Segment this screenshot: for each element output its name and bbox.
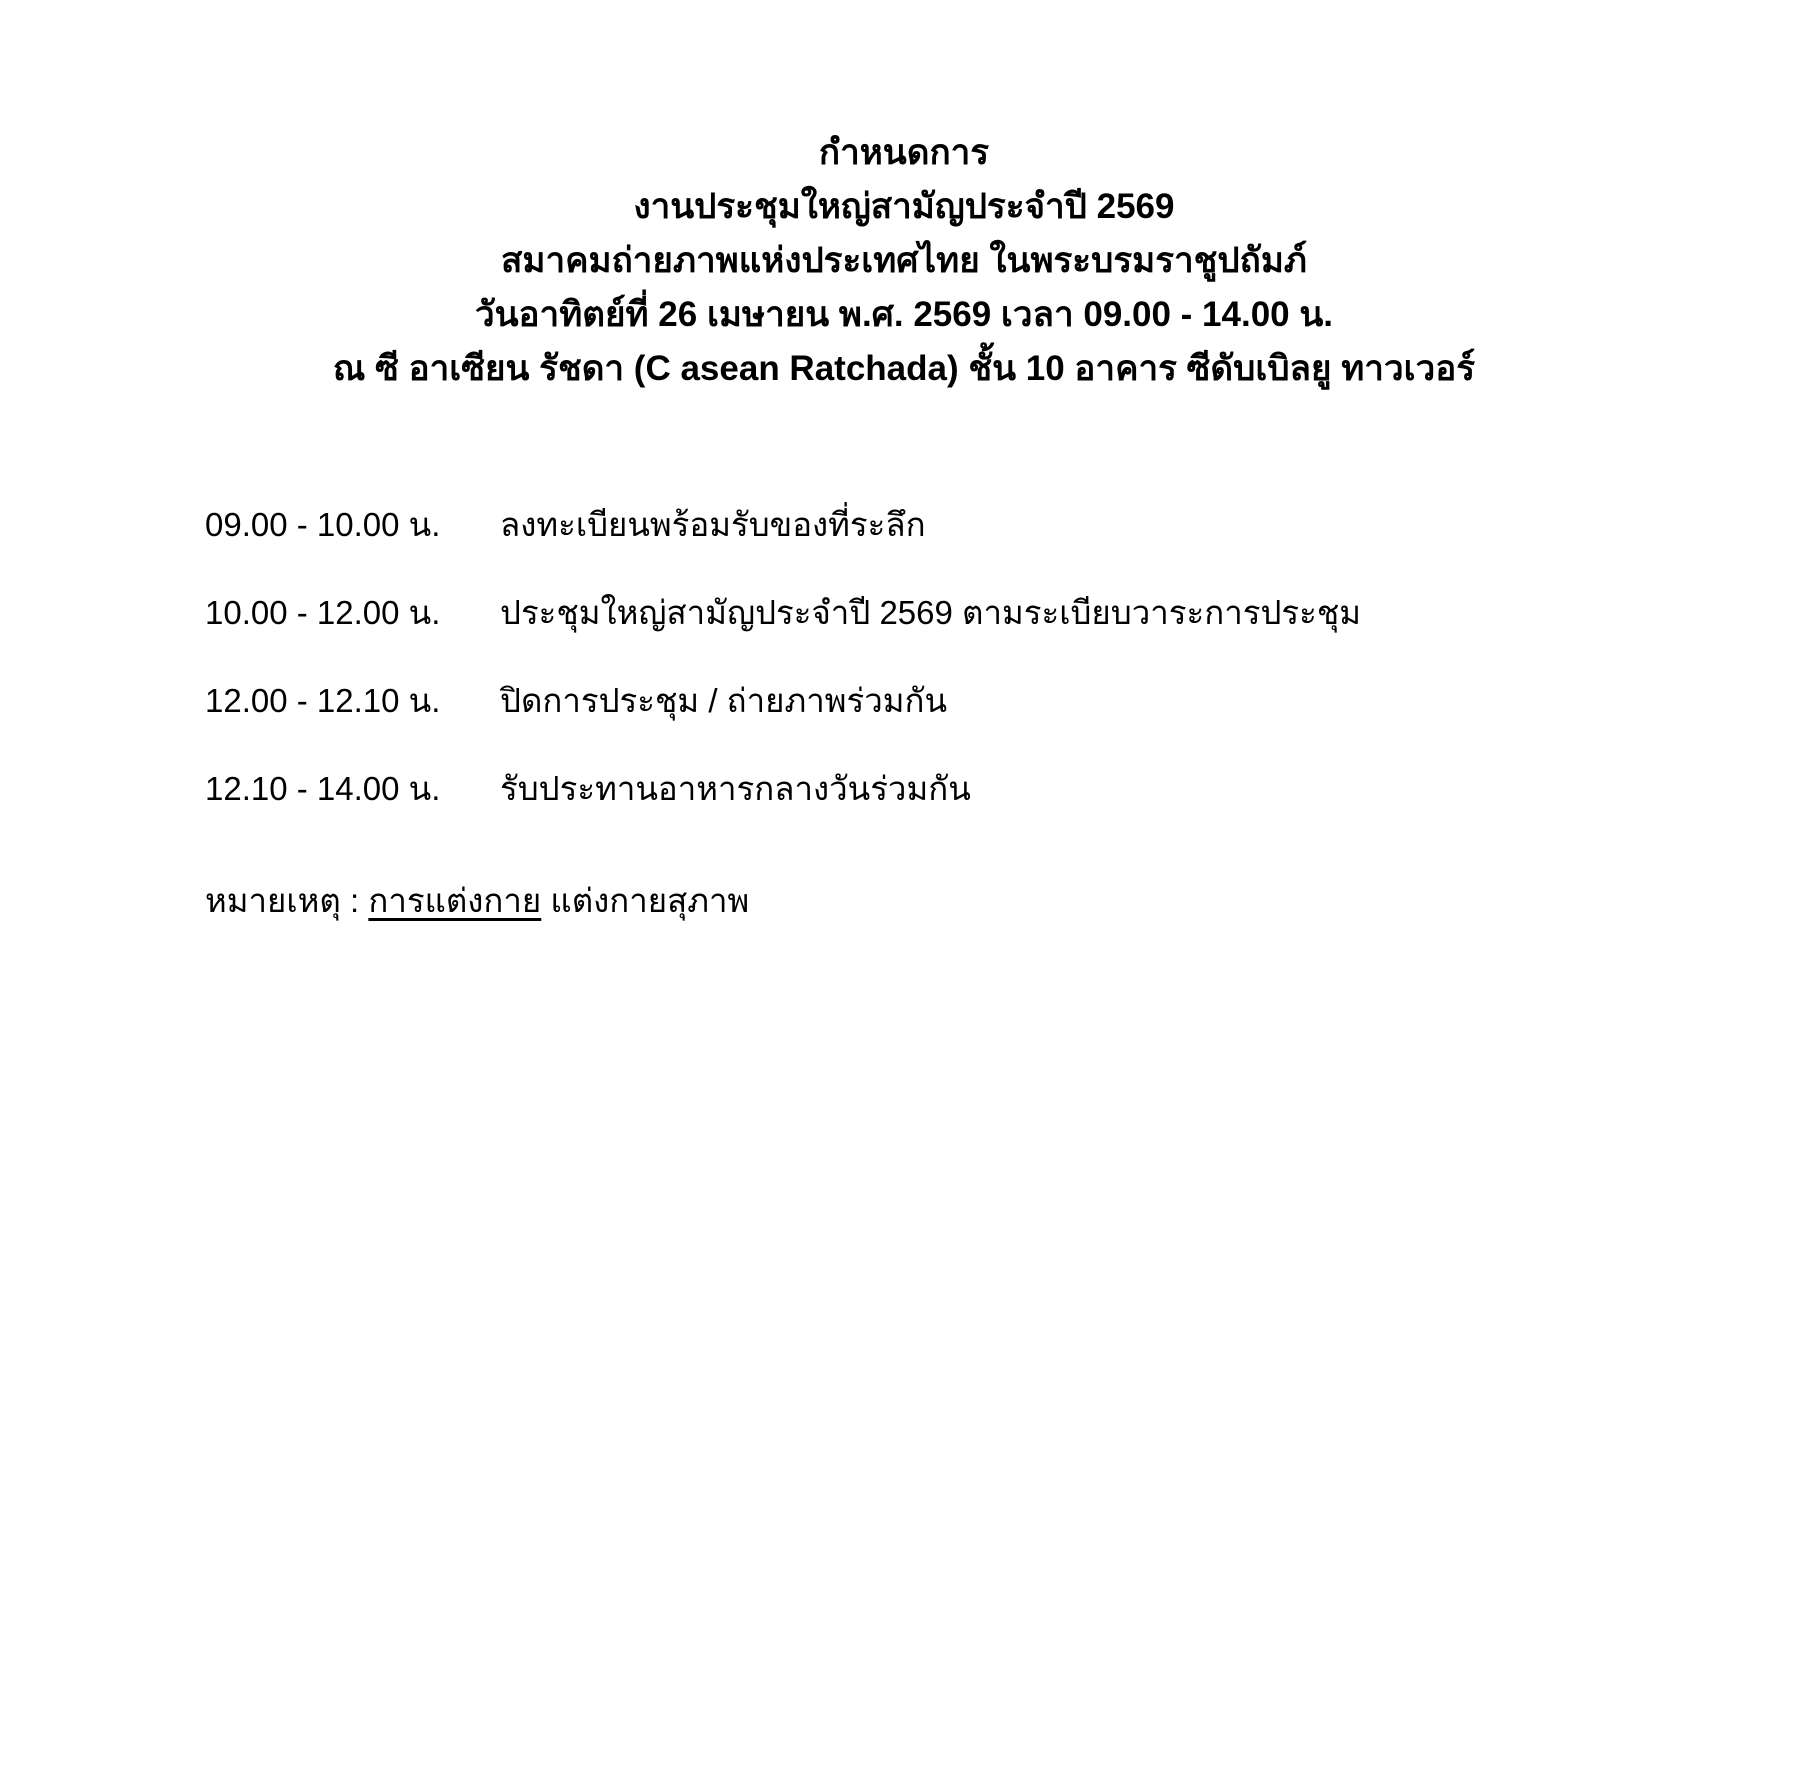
time-label: 12.00 - 12.10 น. (205, 682, 441, 719)
schedule-row (205, 596, 1808, 630)
activity-label: ลงทะเบียนพร้อมรับของที่ระลึก (500, 506, 926, 543)
note-suffix: แต่งกายสุภาพ (541, 882, 750, 919)
time-label: 09.00 - 10.00 น. (205, 506, 441, 543)
activity-label: รับประทานอาหารกลางวันร่วมกัน (500, 770, 971, 807)
activity-label: ปิดการประชุม / ถ่ายภาพร่วมกัน (500, 682, 948, 719)
note-prefix: หมายเหตุ : (205, 882, 369, 919)
note-line (205, 884, 1808, 918)
document-header (0, 0, 1808, 396)
event-name: งานประชุมใหญ่สามัญประจำปี 2569 (633, 187, 1175, 226)
note-dress-code-underlined: การแต่งกาย (368, 882, 542, 919)
activity-label: ประชุมใหญ่สามัญประจำปี 2569 ตามระเบียบวาระการประชุม (500, 594, 1361, 631)
schedule-row (205, 772, 1808, 806)
event-venue: ณ ซี อาเซียน รัชดา (C asean Ratchada) ชั้น 10 อาคาร ซีดับเบิลยู ทาวเวอร์ (332, 349, 1476, 388)
schedule-row (205, 684, 1808, 718)
page-title: กำหนดการ (818, 133, 990, 172)
schedule-row (205, 508, 1808, 542)
time-label: 10.00 - 12.00 น. (205, 594, 441, 631)
organization-name: สมาคมถ่ายภาพแห่งประเทศไทย ในพระบรมราชูปถัมภ์ (501, 241, 1307, 280)
schedule-list (0, 508, 1808, 806)
event-datetime: วันอาทิตย์ที่ 26 เมษายน พ.ศ. 2569 เวลา 09.00 - 14.00 น. (474, 295, 1334, 334)
time-label: 12.10 - 14.00 น. (205, 770, 441, 807)
